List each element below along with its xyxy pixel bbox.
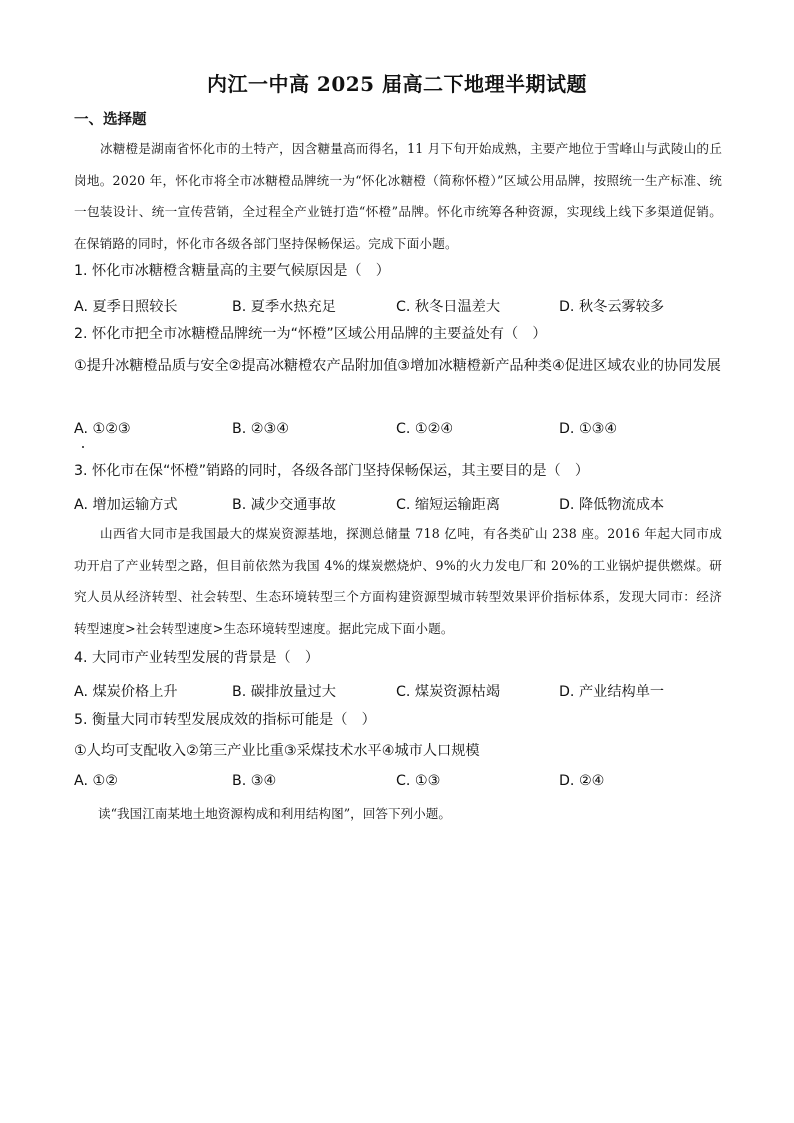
option-a: A. ①②③ xyxy=(74,421,131,437)
option-d: D. 降低物流成本 xyxy=(559,497,665,513)
question-5-statement: ①人均可支配收入②第三产业比重③采煤技术水平④城市人口规模 xyxy=(74,743,480,759)
section-heading: 一、选择题 xyxy=(74,112,147,128)
option-d: D. ①③④ xyxy=(559,421,618,437)
question-2-stem: 2. 怀化市把全市冰糖橙品牌统一为“怀橙”区域公用品牌的主要益处有（ ） xyxy=(74,326,547,342)
question-3-stem: 3. 怀化市在保“怀橙”销路的同时，各级各部门坚持保畅保运，其主要目的是（ ） xyxy=(74,463,590,479)
option-d: D. 秋冬云雾较多 xyxy=(559,299,665,315)
option-c: C. 缩短运输距离 xyxy=(396,497,501,513)
question-4-stem: 4. 大同市产业转型发展的背景是（ ） xyxy=(74,650,320,666)
passage-1: 冰糖橙是湖南省怀化市的土特产，因含糖量高而得名，11 月下旬开始成熟，主要产地位于雪峰山与武陵山的丘岗地。2020 年，怀化市将全市冰糖橙品牌统一为“怀化冰糖橙（简称怀橙）”区域公用品牌，按照统一生产标准、统一包装设计、统一宣传营销，全过程全产业链打造“怀橙”品牌。怀化市统筹各种资源，实现线上线下多渠道促销。在保销路的同时，怀化市各级各部门坚持保畅保运。完成下面小题。 xyxy=(74,141,722,251)
question-5-options xyxy=(74,773,724,797)
option-c: C. ①②④ xyxy=(396,421,454,437)
option-d: D. ②④ xyxy=(559,773,605,789)
option-b: B. ③④ xyxy=(232,773,277,789)
passage-2: 山西省大同市是我国最大的煤炭资源基地，探测总储量 718 亿吨，有各类矿山 238 座。2016 年起大同市成功开启了产业转型之路，但目前依然为我国 4%的煤炭燃烧炉、9%的火力发电厂和 20%的工业锅炉提供燃煤。研究人员从经济转型、社会转型、生态环境转型三个方面构建资源型城市转型效果评价指标体系，发现大同市：经济转型速度>社会转型速度>生态环境转型速度。据此完成下面小题。 xyxy=(74,526,722,636)
option-c: C. 煤炭资源枯竭 xyxy=(396,684,501,700)
option-c: C. 秋冬日温差大 xyxy=(396,299,501,315)
option-b: B. 减少交通事故 xyxy=(232,497,336,513)
question-4-options xyxy=(74,681,724,705)
option-a: A. 增加运输方式 xyxy=(74,497,178,513)
option-b: B. 碳排放量过大 xyxy=(232,684,336,700)
option-c: C. ①③ xyxy=(396,773,441,789)
option-a: A. 夏季日照较长 xyxy=(74,299,178,315)
question-2-statement: ①提升冰糖橙品质与安全②提高冰糖橙农产品附加值③增加冰糖橙新产品种类④促进区域农业的协同发展 xyxy=(74,358,721,374)
question-1-options xyxy=(74,296,724,320)
option-b: B. 夏季水热充足 xyxy=(232,299,336,315)
stray-mark xyxy=(82,446,84,448)
question-1-stem: 1. 怀化市冰糖橙含糖量高的主要气候原因是（ ） xyxy=(74,263,390,279)
page-title: 内江一中高 2025 届高二下地理半期试题 xyxy=(206,72,588,96)
question-5-stem: 5. 衡量大同市转型发展成效的指标可能是（ ） xyxy=(74,712,376,728)
question-3-options xyxy=(74,494,724,518)
option-a: A. 煤炭价格上升 xyxy=(74,684,178,700)
question-2-options xyxy=(74,421,724,445)
option-b: B. ②③④ xyxy=(232,421,289,437)
option-d: D. 产业结构单一 xyxy=(559,684,665,700)
reading-prompt: 读“我国江南某地土地资源构成和利用结构图”，回答下列小题。 xyxy=(98,806,451,821)
option-a: A. ①② xyxy=(74,773,118,789)
